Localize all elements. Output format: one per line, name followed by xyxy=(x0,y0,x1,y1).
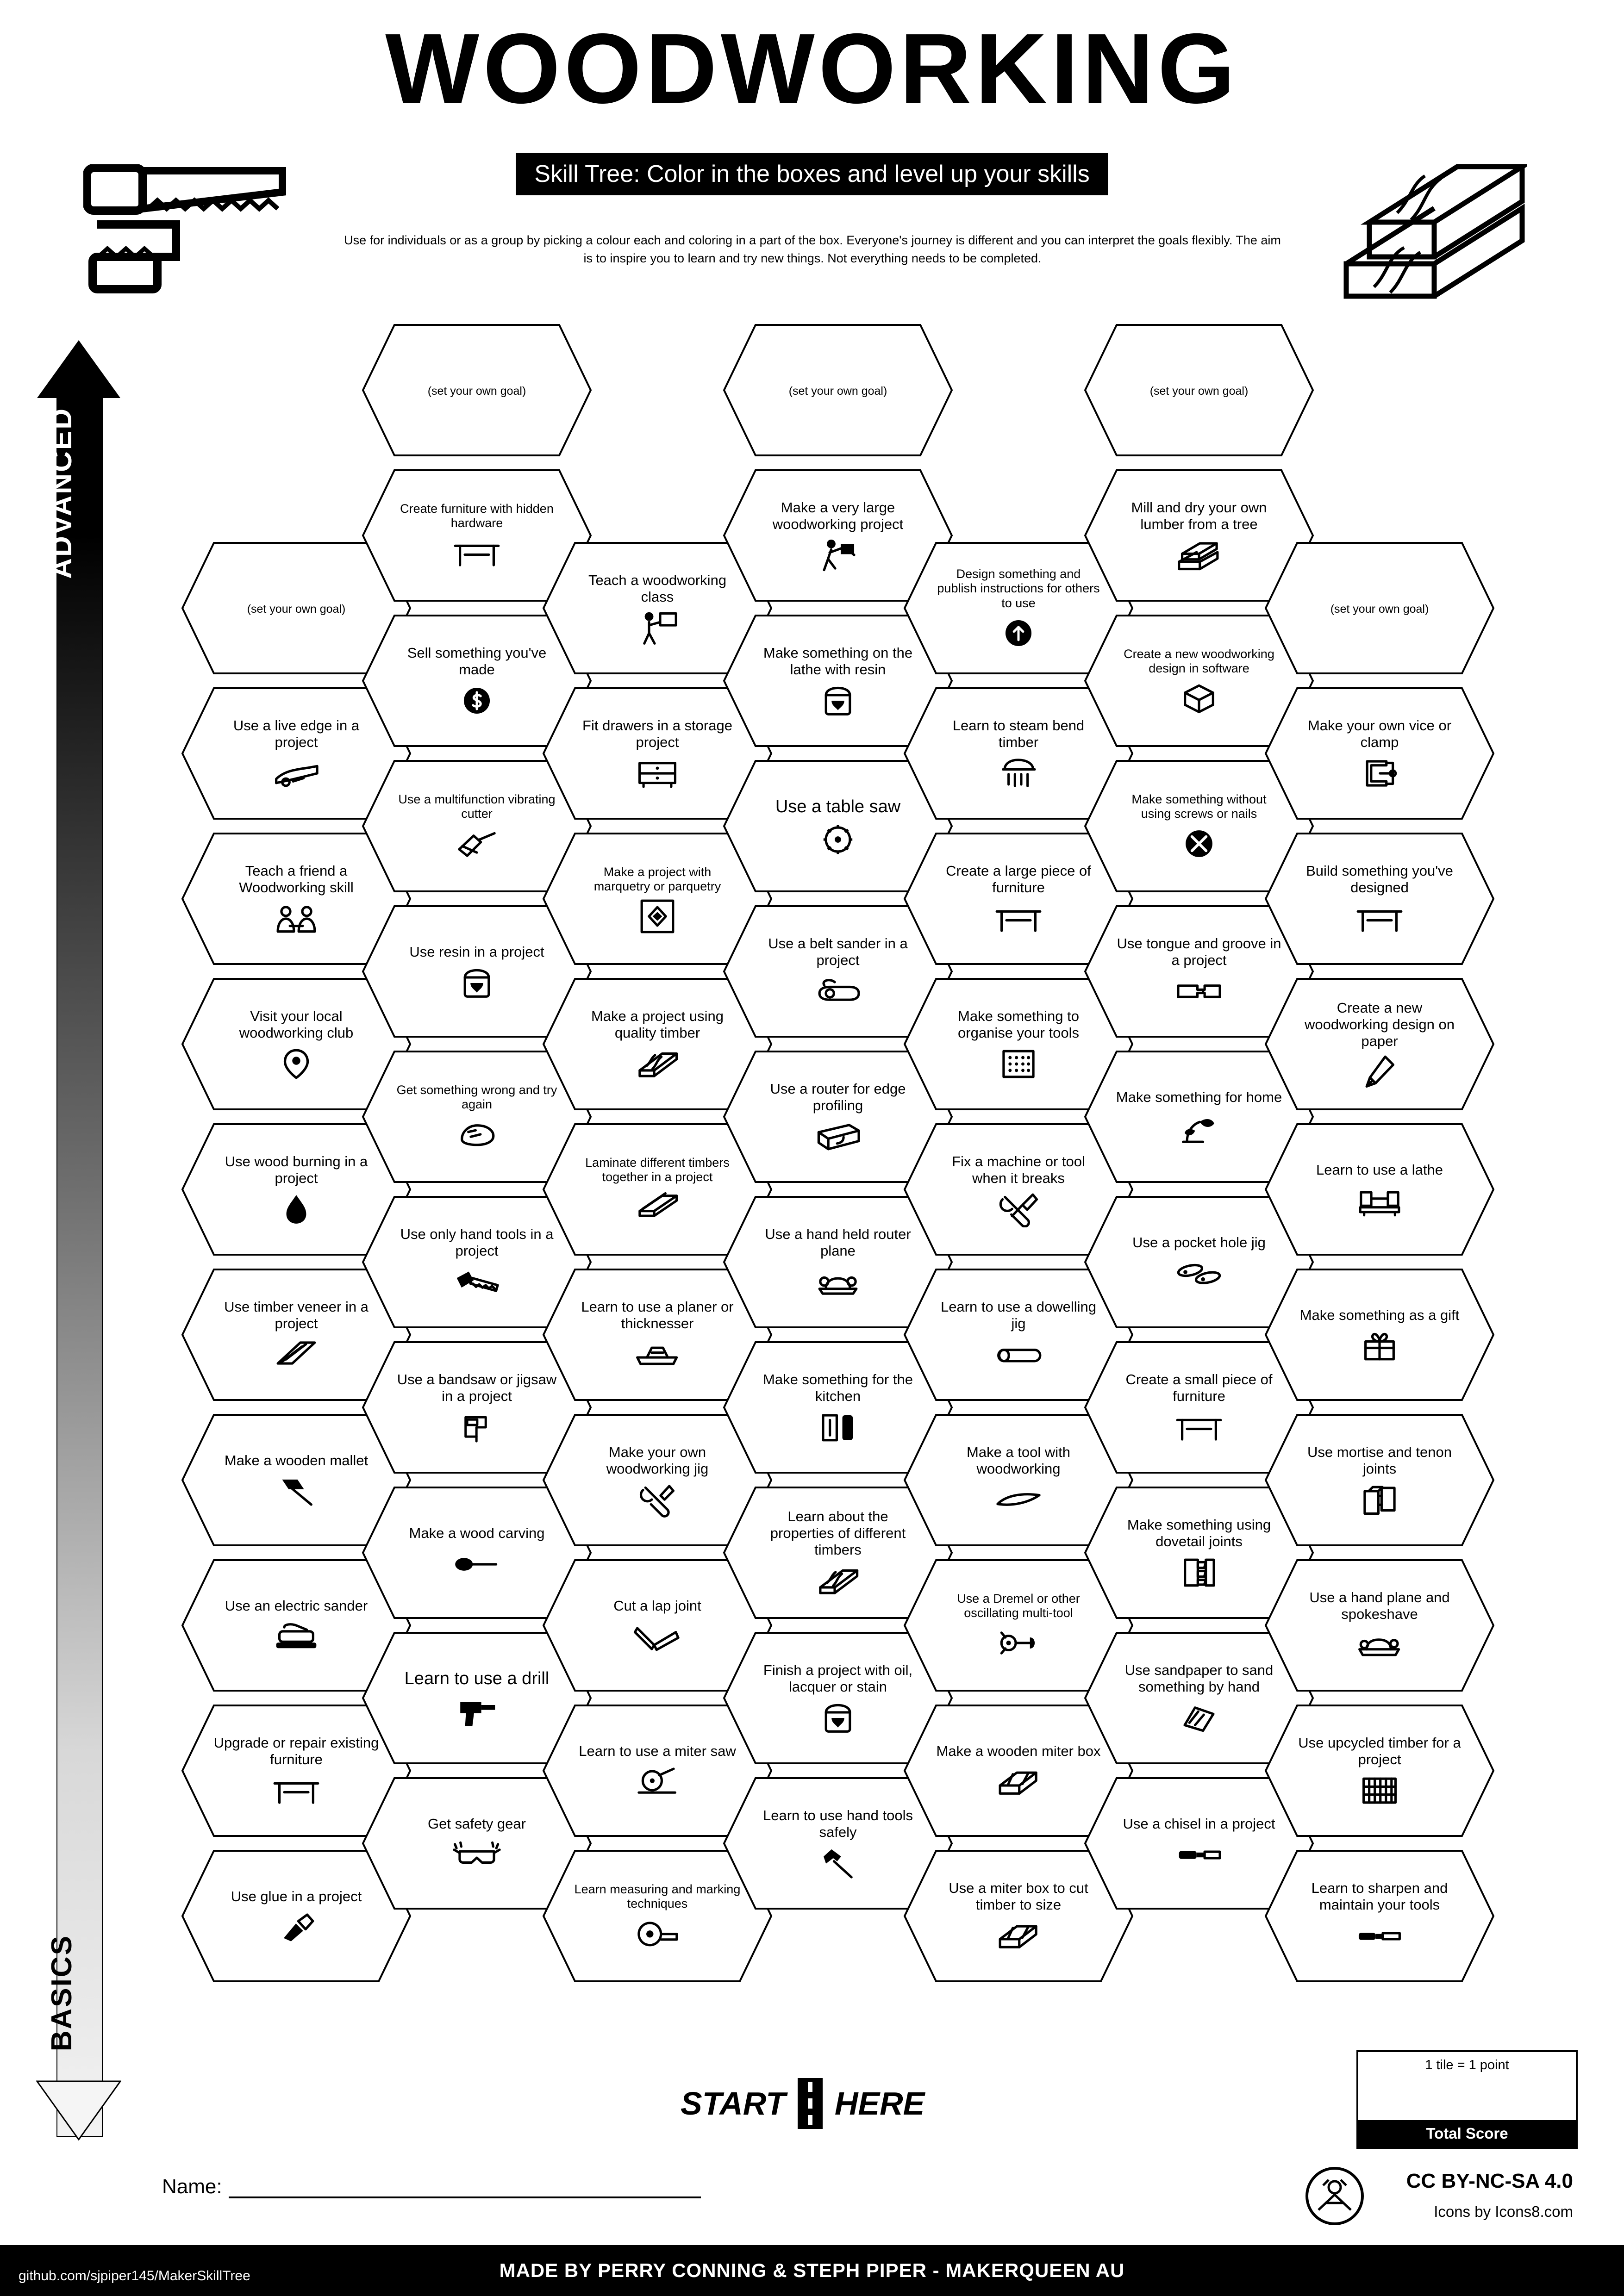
skill-tile-label: Use a multifunction vibrating cutter xyxy=(398,792,556,821)
sanding-hand-icon xyxy=(455,1116,499,1152)
skill-tile[interactable] xyxy=(1264,832,1495,966)
skill-tile-label: Learn to use a drill xyxy=(404,1668,550,1688)
pegboard-icon xyxy=(1000,1046,1037,1082)
table-icon xyxy=(1175,1409,1223,1445)
skill-tile-label: (set your own goal) xyxy=(427,384,526,398)
live-edge-icon xyxy=(272,755,320,791)
skill-tile-label: Get something wrong and try again xyxy=(396,1083,557,1111)
skill-tile-label: Learn to use a miter saw xyxy=(579,1743,736,1760)
chisel-icon xyxy=(1175,1837,1223,1873)
skill-tile-label: Learn measuring and marking techniques xyxy=(574,1882,741,1910)
skill-tile-label: Use resin in a project xyxy=(409,944,544,960)
intro-paragraph: Use for individuals or as a group by picking a colour each and coloring in a part of the box. Everyone's journey is different and you can interpret the goals flexibly. The aim is to inspire you to learn and try new things. Not everything needs to be completed. xyxy=(344,233,1281,266)
hand-plane-icon xyxy=(1355,1627,1404,1663)
skill-tile-label: Make a wooden miter box xyxy=(936,1743,1101,1760)
skill-tile[interactable] xyxy=(722,323,954,457)
skill-tile-label: Fix a machine or tool when it breaks xyxy=(952,1153,1085,1186)
skill-tile-label: Teach a friend a Woodworking skill xyxy=(239,863,354,896)
handsaw-icon xyxy=(453,1264,501,1300)
veneer-icon xyxy=(272,1337,320,1373)
tile-value-note: 1 tile = 1 point xyxy=(1425,2058,1509,2072)
skill-tile-label: Use mortise and tenon joints xyxy=(1307,1444,1452,1477)
skill-tile-label: Make your own vice or clamp xyxy=(1307,717,1452,750)
skill-tile-label: Use a bandsaw or jigsaw in a project xyxy=(397,1371,557,1404)
skill-tile-label: Design something and publish instructions for others to use xyxy=(937,567,1100,610)
skill-tile-label: (set your own goal) xyxy=(1330,602,1429,616)
skill-tile-label: Make a wooden mallet xyxy=(224,1452,369,1469)
skill-tile[interactable] xyxy=(1264,1122,1495,1257)
hammer-icon xyxy=(818,1845,858,1881)
sandpaper-icon xyxy=(1179,1700,1219,1736)
skill-tile-label: Make something for home xyxy=(1116,1089,1282,1106)
skill-tile[interactable] xyxy=(1264,1558,1495,1692)
skill-tile-label: Teach a woodworking class xyxy=(588,572,727,605)
skill-tile-label: Cut a lap joint xyxy=(613,1598,701,1614)
laminate-icon xyxy=(633,1189,681,1225)
page-title: WOODWORKING xyxy=(385,12,1239,124)
axis-label-advanced: ADVANCED xyxy=(46,407,78,579)
skill-tile-label: (set your own goal) xyxy=(788,384,887,398)
skill-tile[interactable] xyxy=(361,323,593,457)
skill-tile-label: Create a new woodworking design on paper xyxy=(1305,1000,1455,1049)
glue-icon xyxy=(274,1910,319,1946)
jigsaw-icon xyxy=(456,1409,498,1445)
skill-tile-label: Get safety gear xyxy=(428,1816,526,1832)
skill-tile-label: Make something without using screws or nails xyxy=(1131,792,1267,821)
pocket-hole-icon xyxy=(1175,1256,1223,1292)
tape-measure-icon xyxy=(636,1916,679,1952)
skill-tile-label: Fit drawers in a storage project xyxy=(582,717,732,750)
skill-tile[interactable] xyxy=(1083,323,1315,457)
skill-tile-label: Use tongue and groove in a project xyxy=(1117,935,1281,968)
carry-icon xyxy=(816,537,860,573)
presenter-icon xyxy=(636,610,679,646)
lathe-icon xyxy=(1358,1183,1401,1219)
router-plane-icon xyxy=(814,1264,862,1300)
skill-tile[interactable] xyxy=(1264,1268,1495,1402)
gift-icon xyxy=(1362,1328,1398,1364)
jig-tools-icon xyxy=(637,1482,677,1518)
skill-tile[interactable] xyxy=(1264,1413,1495,1547)
score-input-area[interactable] xyxy=(1358,2078,1576,2120)
here-word: HERE xyxy=(834,2085,925,2122)
resin-can-icon xyxy=(457,965,497,1001)
name-field[interactable] xyxy=(162,2175,701,2198)
skill-tile-label: Upgrade or repair existing furniture xyxy=(213,1735,379,1767)
axis-label-basics: BASICS xyxy=(46,1935,78,2052)
skill-tile-label: Use timber veneer in a project xyxy=(224,1299,369,1332)
miter-box-icon xyxy=(994,1764,1043,1800)
skill-tile-label: Use glue in a project xyxy=(231,1888,362,1905)
skill-tile-label: Use only hand tools in a project xyxy=(400,1226,554,1259)
skill-tile-label: Use a live edge in a project xyxy=(233,717,360,750)
skill-tile-label: Use a pocket hole jig xyxy=(1132,1234,1266,1251)
skill-tile[interactable] xyxy=(1264,686,1495,821)
miter-saw-icon xyxy=(636,1764,679,1800)
skill-tile-label: Use sandpaper to sand something by hand xyxy=(1124,1662,1274,1695)
skill-tile-label: Use a router for edge profiling xyxy=(770,1081,906,1114)
skill-tile[interactable] xyxy=(1264,541,1495,675)
lap-joint-icon xyxy=(633,1619,681,1655)
skill-tile-label: Make a wood carving xyxy=(409,1525,545,1542)
skill-tile[interactable] xyxy=(1264,1849,1495,1983)
mallet-icon xyxy=(274,1474,319,1510)
github-link[interactable]: github.com/sjpiper145/MakerSkillTree xyxy=(19,2268,250,2284)
name-write-line[interactable] xyxy=(229,2192,701,2198)
skill-tile-label: Learn to use a dowelling jig xyxy=(940,1299,1097,1332)
planer-icon xyxy=(633,1337,681,1373)
skill-tile-label: Learn to use a lathe xyxy=(1316,1162,1443,1178)
timber-icon xyxy=(814,1563,862,1599)
skill-tile-label: Build something you've designed xyxy=(1306,863,1453,896)
dollar-icon xyxy=(462,683,492,719)
skill-tile-label: Make a project using quality timber xyxy=(591,1008,724,1041)
teach-icon xyxy=(272,901,320,937)
clamp-icon xyxy=(1362,755,1398,791)
skill-tile-label: Make something as a gift xyxy=(1299,1307,1460,1324)
skill-tile-label: Use wood burning in a project xyxy=(225,1153,368,1186)
lumber-stack-icon xyxy=(1175,537,1223,573)
dovetail-icon xyxy=(1181,1555,1217,1591)
skill-tile-label: (set your own goal) xyxy=(1149,384,1249,398)
maker-logo-icon xyxy=(1305,2166,1365,2226)
sharpen-icon xyxy=(1355,1918,1404,1954)
drill-icon xyxy=(455,1693,499,1730)
name-label: Name: xyxy=(162,2175,222,2198)
no-screws-icon xyxy=(1183,826,1215,862)
skill-tile-label: Create a new woodworking design in software xyxy=(1124,647,1274,675)
kitchen-board-icon xyxy=(820,1409,856,1445)
skill-tile-label: Laminate different timbers together in a project xyxy=(585,1155,730,1184)
skill-tile-label: Make something for the kitchen xyxy=(763,1371,913,1404)
skill-tile-label: Mill and dry your own lumber from a tree xyxy=(1131,499,1267,532)
finish-can-icon xyxy=(818,1700,858,1736)
skill-tile-label: Use a miter box to cut timber to size xyxy=(949,1880,1088,1913)
skill-tile-label: Sell something you've made xyxy=(407,645,547,678)
skill-tile-label: Use a Dremel or other oscillating multi-tool xyxy=(957,1591,1080,1620)
drawer-icon xyxy=(636,755,679,791)
draw-knife-icon xyxy=(994,1482,1043,1518)
repair-tools-icon xyxy=(999,1191,1038,1227)
skill-tile-label: Make a very large woodworking project xyxy=(772,499,904,532)
skill-tile-label: Use a hand plane and spokeshave xyxy=(1309,1589,1450,1622)
router-profile-icon xyxy=(814,1119,862,1155)
skill-tile-label: Use upcycled timber for a project xyxy=(1298,1735,1461,1767)
electric-sander-icon xyxy=(272,1619,320,1655)
skill-tile-label: Use a table saw xyxy=(775,796,901,816)
skill-tile-label: Use a chisel in a project xyxy=(1123,1816,1275,1832)
skill-tile-label: Create a large piece of furniture xyxy=(946,863,1091,896)
table-icon xyxy=(272,1773,320,1809)
skill-tile[interactable] xyxy=(1264,1704,1495,1838)
skill-tile-label: Learn to sharpen and maintain your tools xyxy=(1311,1880,1448,1913)
safety-glasses-icon xyxy=(451,1837,503,1873)
table-saw-icon xyxy=(820,821,856,858)
pallet-icon xyxy=(1360,1773,1399,1809)
skill-tile-label: Create a small piece of furniture xyxy=(1125,1371,1273,1404)
skill-tile-label: (set your own goal) xyxy=(247,602,346,616)
dremel-icon xyxy=(997,1625,1040,1661)
steam-icon xyxy=(997,755,1040,791)
skill-tile-label: Use a hand held router plane xyxy=(765,1226,911,1259)
skill-tile-label: Make something on the lathe with resin xyxy=(763,645,913,678)
dowel-icon xyxy=(994,1337,1043,1373)
skill-tile-label: Make something using dovetail joints xyxy=(1127,1517,1271,1549)
skill-tile-label: Learn to use hand tools safely xyxy=(762,1807,913,1840)
multi-cutter-icon xyxy=(453,826,501,862)
skill-tile-label: Create furniture with hidden hardware xyxy=(400,501,554,530)
tongue-groove-icon xyxy=(1175,973,1223,1009)
skill-tile-label: Learn to use a planer or thicknesser xyxy=(581,1299,734,1332)
map-pin-icon xyxy=(280,1046,312,1082)
marquetry-icon xyxy=(639,898,675,934)
skill-tile-label: Use a belt sander in a project xyxy=(768,935,908,968)
skill-tile-label: Make your own woodworking jig xyxy=(606,1444,709,1477)
table-icon xyxy=(994,901,1043,937)
footer-credit: MADE BY PERRY CONNING & STEPH PIPER - MAKERQUEEN AU xyxy=(499,2259,1125,2281)
upload-icon xyxy=(1003,615,1034,651)
carving-spoon-icon xyxy=(453,1546,501,1582)
belt-sander-icon xyxy=(814,973,862,1009)
skill-tile-label: Learn about the properties of different timbers xyxy=(770,1508,906,1558)
pencil-icon xyxy=(1363,1054,1396,1090)
table-icon xyxy=(453,535,501,571)
timber-icon xyxy=(633,1046,681,1082)
cad-cube-icon xyxy=(1181,680,1217,716)
skill-tile-label: Finish a project with oil, lacquer or stain xyxy=(763,1662,913,1695)
start-here-marker xyxy=(681,2078,924,2129)
subtitle-text: Skill Tree: Color in the boxes and level up your skills xyxy=(534,161,1090,187)
skill-tile-label: Make a project with marquetry or parquetry xyxy=(593,865,721,893)
mortise-tenon-icon xyxy=(1362,1482,1398,1518)
skill-tile-label: Learn to steam bend timber xyxy=(952,717,1085,750)
skill-tile-label: Make a tool with woodworking xyxy=(967,1444,1070,1477)
home-deco-icon xyxy=(1179,1110,1219,1146)
resin-can-icon xyxy=(818,683,858,719)
skill-tile-label: Visit your local woodworking club xyxy=(239,1008,354,1041)
flame-icon xyxy=(282,1191,310,1227)
skill-tile-label: Make something to organise your tools xyxy=(958,1008,1079,1041)
skill-tile-label: Use an electric sander xyxy=(225,1598,368,1614)
score-box xyxy=(1356,2050,1578,2149)
icons-credit-text: Icons by Icons8.com xyxy=(1434,2203,1573,2220)
miter-box-icon xyxy=(994,1918,1043,1954)
road-icon xyxy=(798,2078,823,2129)
skill-tile[interactable] xyxy=(1264,977,1495,1111)
start-word: START xyxy=(681,2085,786,2122)
license-text: CC BY-NC-SA 4.0 xyxy=(1406,2170,1573,2192)
total-score-label: Total Score xyxy=(1358,2120,1576,2147)
table-icon xyxy=(1355,901,1404,937)
